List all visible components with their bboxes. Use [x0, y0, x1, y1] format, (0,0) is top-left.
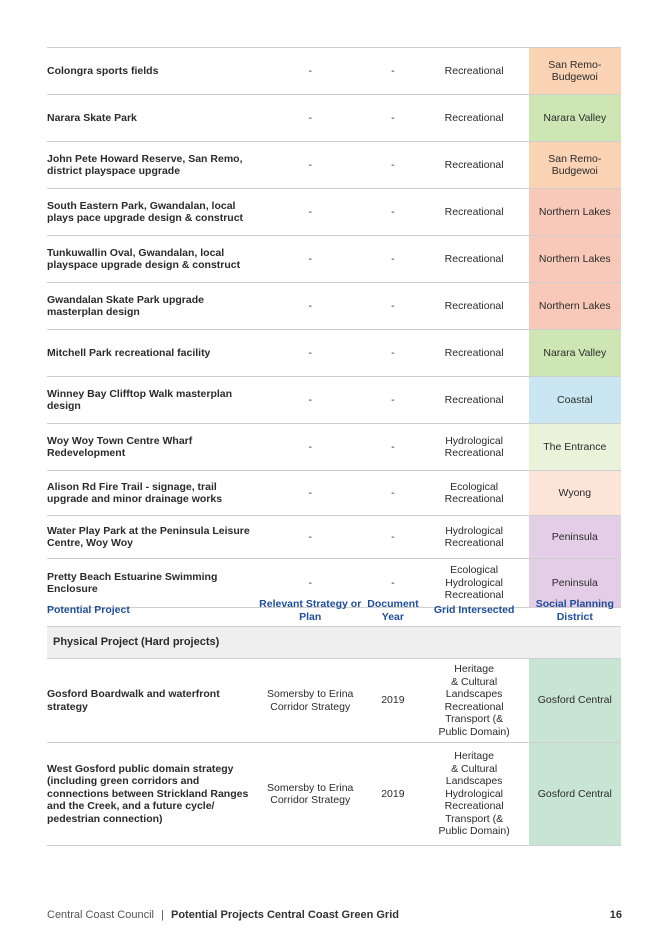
table-row [47, 515, 621, 558]
table-row [47, 742, 621, 845]
district-cell: Northern Lakes [529, 236, 621, 282]
table-row [47, 188, 621, 235]
page-number: 16 [609, 909, 622, 921]
strategy-cell: - [308, 440, 312, 453]
year-cell: 2019 [381, 694, 405, 707]
year-cell: - [391, 111, 395, 124]
project-cell: Winney Bay Clifftop Walk masterplan design [47, 387, 233, 412]
year-cell: - [391, 486, 395, 499]
year-cell: - [391, 576, 395, 589]
grid-cell: Ecological Hydrological Recreational [444, 564, 504, 602]
project-cell: Colongra sports fields [47, 64, 159, 77]
strategy-cell: - [308, 299, 312, 312]
project-cell: Woy Woy Town Centre Wharf Redevelopment [47, 434, 193, 459]
project-cell: Mitchell Park recreational facility [47, 346, 211, 359]
grid-cell: Recreational [444, 346, 504, 359]
strategy-cell: - [308, 205, 312, 218]
district-cell: Peninsula [529, 516, 621, 558]
district-cell: Northern Lakes [529, 283, 621, 329]
district-cell: Narara Valley [529, 95, 621, 141]
strategy-cell: - [308, 252, 312, 265]
section-label: Physical Project (Hard projects) [47, 627, 621, 658]
district-cell: Gosford Central [529, 743, 621, 845]
table-row [47, 423, 621, 470]
table-row [47, 94, 621, 141]
strategy-cell: - [308, 64, 312, 77]
year-cell: - [391, 346, 395, 359]
table-row [47, 282, 621, 329]
strategy-cell: - [308, 393, 312, 406]
project-cell: Pretty Beach Estuarine Swimming Enclosure [47, 570, 218, 595]
grid-cell: Recreational [444, 299, 504, 312]
year-cell: - [391, 205, 395, 218]
table-row [47, 470, 621, 515]
header-strategy: Relevant Strategy or Plan [259, 598, 362, 623]
year-cell: - [391, 440, 395, 453]
projects-table-header [47, 595, 621, 658]
project-cell: Narara Skate Park [47, 111, 137, 124]
footer-council: Central Coast Council [47, 909, 154, 921]
strategy-cell: - [308, 158, 312, 171]
grid-cell: Hydrological Recreational [444, 524, 504, 549]
project-cell: Gwandalan Skate Park upgrade masterplan design [47, 293, 204, 318]
district-cell: Coastal [529, 377, 621, 423]
grid-cell: Recreational [444, 393, 504, 406]
grid-cell: Heritage & Cultural Landscapes Recreational Transport (& Public Domain) [438, 663, 510, 738]
footer-title: Potential Projects Central Coast Green Grid [170, 909, 399, 921]
year-cell: 2019 [381, 787, 405, 800]
table-row [47, 47, 621, 94]
table-row [47, 658, 621, 742]
district-cell: San Remo-Budgewoi [529, 48, 621, 94]
projects-table-bottom [47, 658, 621, 846]
grid-cell: Recreational [444, 205, 504, 218]
footer-separator: | [161, 909, 164, 921]
footer [47, 909, 399, 921]
grid-cell: Ecological Recreational [444, 480, 504, 505]
district-cell: Narara Valley [529, 330, 621, 376]
section-row [47, 626, 621, 658]
district-cell: Northern Lakes [529, 189, 621, 235]
projects-table-top [47, 47, 621, 608]
strategy-cell: - [308, 576, 312, 589]
header-grid: Grid Intersected [433, 604, 515, 617]
project-cell: Gosford Boardwalk and waterfront strategy [47, 688, 220, 713]
year-cell: - [391, 252, 395, 265]
district-cell: Peninsula [529, 559, 621, 607]
header-project: Potential Project [47, 604, 130, 617]
year-cell: - [391, 530, 395, 543]
table-row [47, 141, 621, 188]
grid-cell: Recreational [444, 158, 504, 171]
table-row [47, 329, 621, 376]
table-header-row [47, 595, 621, 626]
project-cell: South Eastern Park, Gwandalan, local plays pace upgrade design & construct [47, 199, 244, 224]
table-bottom-rule [47, 845, 621, 846]
district-cell: Wyong [529, 471, 621, 515]
district-cell: San Remo-Budgewoi [529, 142, 621, 188]
district-cell: The Entrance [529, 424, 621, 470]
grid-cell: Recreational [444, 252, 504, 265]
district-cell: Gosford Central [529, 659, 621, 742]
strategy-cell: - [308, 346, 312, 359]
year-cell: - [391, 64, 395, 77]
strategy-cell: Somersby to Erina Corridor Strategy [267, 688, 354, 713]
project-cell: Tunkuwallin Oval, Gwandalan, local playspace upgrade design & construct [47, 246, 241, 271]
strategy-cell: Somersby to Erina Corridor Strategy [267, 781, 354, 806]
project-cell: West Gosford public domain strategy (including green corridors and connections between Strickland Ranges and the Creek, and a future cycle/ pedestrian connection) [47, 762, 249, 825]
project-cell: Water Play Park at the Peninsula Leisure Centre, Woy Woy [47, 524, 250, 549]
year-cell: - [391, 158, 395, 171]
strategy-cell: - [308, 486, 312, 499]
table-row [47, 376, 621, 423]
grid-cell: Hydrological Recreational [444, 434, 504, 459]
strategy-cell: - [308, 530, 312, 543]
project-cell: Alison Rd Fire Trail - signage, trail upgrade and minor drainage works [47, 480, 223, 505]
grid-cell: Recreational [444, 64, 504, 77]
grid-cell: Recreational [444, 111, 504, 124]
header-district: Social Planning District [535, 598, 614, 623]
strategy-cell: - [308, 111, 312, 124]
year-cell: - [391, 393, 395, 406]
table-row [47, 235, 621, 282]
header-year: Document Year [367, 598, 419, 623]
project-cell: John Pete Howard Reserve, San Remo, district playspace upgrade [47, 152, 243, 177]
year-cell: - [391, 299, 395, 312]
grid-cell: Heritage & Cultural Landscapes Hydrological Recreational Transport (& Public Domain) [438, 750, 510, 838]
